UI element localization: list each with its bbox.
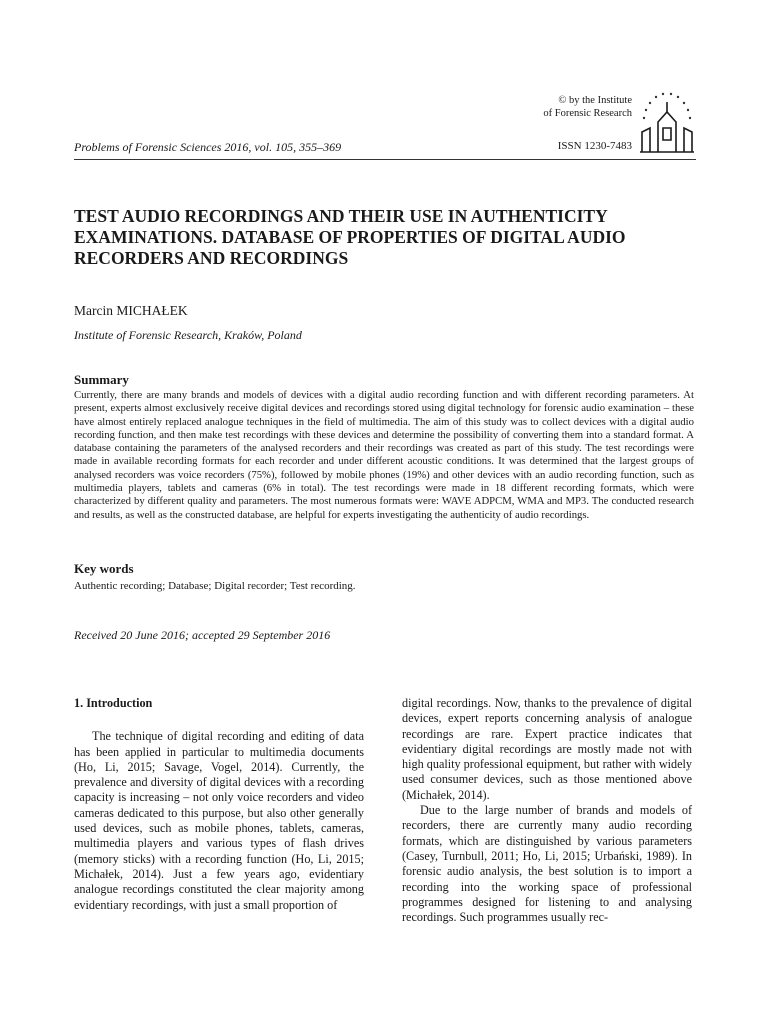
copyright-line-2: of Forensic Research	[543, 108, 632, 119]
issn-number: ISSN 1230-7483	[557, 140, 632, 152]
keywords-text: Authentic recording; Database; Digital recorder; Test recording.	[74, 580, 356, 592]
summary-heading: Summary	[74, 372, 129, 387]
copyright-notice	[543, 94, 632, 120]
section-title: 1. Introduction	[74, 696, 153, 710]
body-paragraph: Due to the large number of brands and models of recorders, there are currently many audio recording formats, which are distinguished by various parameters (Casey, Turnbull, 2011; Ho, Li, 2015; Urbański, 1989). In forensic audio analysis, the best solution is to import a recording into the working space of professional programmes designed for listening to and analysing recordings. Such programmes usually rec-	[402, 803, 692, 925]
page-header	[74, 88, 696, 162]
journal-citation: Problems of Forensic Sciences 2016, vol. 105, 355–369	[74, 140, 342, 154]
summary-text: Currently, there are many brands and models of devices with a digital audio recording function and with different recording parameters. At present, experts almost exclusively receive digital devices and recordings stored using digital technology for forensic audio examination – these have almost entirely replaced analogue techniques in the field of multimedia. The aim of this study was to collect devices with a digital audio recording function, and then make test recordings with these devices and determine the possibility of converting them into a standard format. A database containing the parameters of the analysed recorders and their recordings was created as part of this study. The test recordings were made in available recording formats for each recorder and under different acoustic conditions. It was determined that the largest groups of analysed recorders was voice recorders (75%), followed by mobile phones (19%) and other devices with an audio recording function, such as multimedia players, tablets and cameras (6% in total). The test recordings were made in 18 different recording formats, which were characterized by different quality and parameters. The most numerous formats were: WAVE ADPCM, WMA and MP3. The conducted research and results, as well as the constructed database, are helpful for experts investigating the authenticity of audio recordings.	[74, 389, 694, 521]
header-rule	[74, 159, 696, 160]
body-column-left	[74, 696, 364, 913]
body-paragraph: The technique of digital recording and editing of data has been applied in particular to multimedia documents (Ho, Li, 2015; Savage, Vogel, 2014). Currently, the prevalence and diversity of digital devices with a recording capacity is increasing – not only voice recorders and video cameras dedicated to this purpose, but also other generally used devices, such as mobile phones, tablets, cameras, multimedia players and various types of flash drives (memory sticks) with a recording function (Ho, Li, 2015; Michałek, 2014). Just a few years ago, evidentiary analogue recordings constituted the clear majority among evidentiary recordings, with just a small proportion of	[74, 729, 364, 912]
copyright-line-1: © by the Institute	[558, 95, 632, 106]
keywords-heading: Key words	[74, 561, 134, 576]
author-affiliation: Institute of Forensic Research, Kraków, Poland	[74, 328, 302, 342]
body-paragraph: digital recordings. Now, thanks to the prevalence of digital devices, expert reports concerning analysis of analogue recordings are rare. Expert practice indicates that evidentiary digital recordings are mostly made not with high quality professional equipment, but rather with widely used consumer devices, such as those mentioned above (Michałek, 2014).	[402, 696, 692, 802]
article-title: TEST AUDIO RECORDINGS AND THEIR USE IN AUTHENTICITY EXAMINATIONS. DATABASE OF PROPERTIES OF DIGITAL AUDIO RECORDERS AND RECORDINGS	[74, 206, 626, 268]
body-column-right	[402, 696, 692, 925]
received-dates: Received 20 June 2016; accepted 29 September 2016	[74, 628, 331, 642]
author-name: Marcin MICHAŁEK	[74, 303, 188, 318]
institute-seal-icon	[638, 88, 696, 154]
